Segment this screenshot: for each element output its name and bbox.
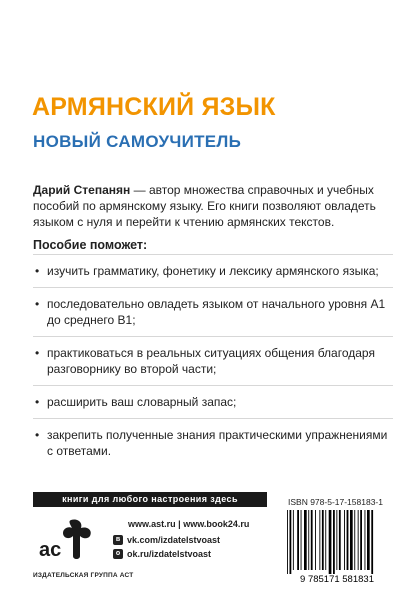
barcode-bar bbox=[319, 510, 320, 570]
ast-logo bbox=[35, 516, 95, 566]
barcode-bar bbox=[344, 510, 345, 570]
list-item: • последовательно овладеть языком от начального уровня А1 до среднего В1; bbox=[33, 287, 393, 336]
barcode-bar bbox=[336, 510, 337, 570]
barcode-bar bbox=[304, 510, 307, 570]
publisher-name: ИЗДАТЕЛЬСКАЯ ГРУППА АСТ bbox=[33, 572, 134, 579]
book-title: АРМЯНСКИЙ ЯЗЫК bbox=[32, 93, 276, 121]
barcode-bar bbox=[365, 510, 366, 570]
list-item: • закрепить полученные знания практическими упражнениями с ответами. bbox=[33, 418, 393, 467]
author-description bbox=[33, 182, 393, 230]
vk-link[interactable]: vk.com/izdatelstvoast bbox=[127, 535, 221, 545]
author-description-text: — автор множества справочных и учебных пособий по армянскому языку. Его книги позволяют овладеть языком с нуля и перейти к чтению армянских текстов. bbox=[33, 183, 376, 229]
isbn: ISBN 978-5-17-158183-1 bbox=[288, 497, 383, 507]
barcode-bar bbox=[333, 510, 335, 574]
list-item: • изучить грамматику, фонетику и лексику армянского языка; bbox=[33, 254, 393, 287]
barcode-bar bbox=[360, 510, 362, 570]
barcode-bar bbox=[308, 510, 309, 570]
benefits-list bbox=[33, 254, 393, 467]
ok-link[interactable]: ok.ru/izdatelstvoast bbox=[127, 549, 212, 559]
list-item: • практиковаться в реальных ситуациях общения благодаря разговорнику во второй части; bbox=[33, 336, 393, 385]
barcode-bar bbox=[322, 510, 324, 570]
barcode-bar bbox=[325, 510, 326, 570]
barcode-bar bbox=[347, 510, 349, 570]
barcode-bar bbox=[329, 510, 332, 574]
barcode-bar bbox=[358, 510, 359, 570]
barcode-digits: 9 785171 581831 bbox=[300, 574, 374, 584]
author-name: Дарий Степанян bbox=[33, 183, 131, 197]
book-subtitle: НОВЫЙ САМОУЧИТЕЛЬ bbox=[33, 132, 242, 151]
list-heading: Пособие поможет: bbox=[33, 238, 148, 252]
barcode-bar bbox=[301, 510, 302, 570]
barcode-bar bbox=[350, 510, 353, 570]
ok-icon: о bbox=[113, 549, 123, 559]
slogan-banner: книги для любого настроения здесь bbox=[33, 492, 267, 507]
barcode-bar bbox=[293, 510, 294, 570]
barcode-bar bbox=[339, 510, 341, 570]
barcode-bar bbox=[354, 510, 355, 570]
vk-row bbox=[113, 535, 220, 545]
barcode-bar bbox=[287, 510, 288, 574]
barcode-bar bbox=[297, 510, 299, 570]
barcode-bar bbox=[315, 510, 316, 570]
barcode-bar bbox=[311, 510, 313, 570]
vk-icon: в bbox=[113, 535, 123, 545]
svg-text:ас: ас bbox=[39, 539, 62, 561]
list-item: • расширить ваш словарный запас; bbox=[33, 385, 393, 418]
barcode-bar bbox=[367, 510, 370, 570]
barcode-bar bbox=[290, 510, 292, 574]
barcode-bar bbox=[371, 510, 373, 574]
barcode bbox=[285, 508, 390, 584]
ok-row bbox=[113, 549, 211, 559]
websites: www.ast.ru | www.book24.ru bbox=[128, 519, 250, 529]
